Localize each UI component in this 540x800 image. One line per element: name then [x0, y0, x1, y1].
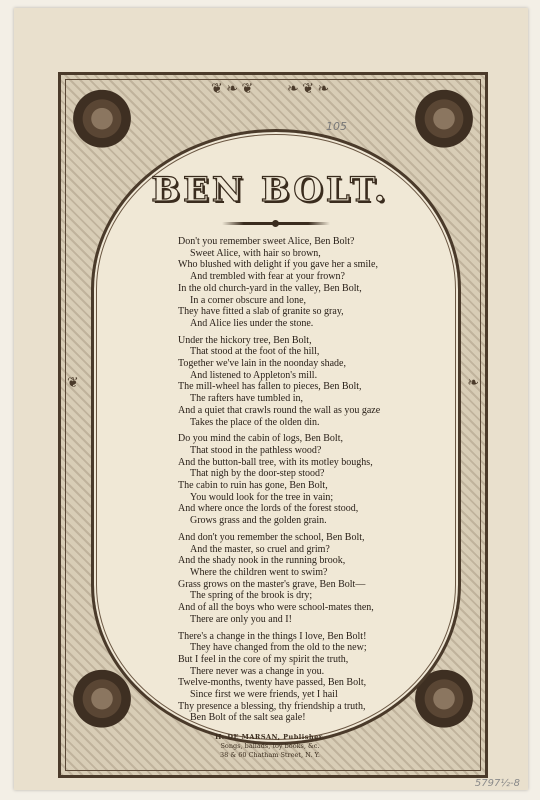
poem-line: There's a change in the things I love, Ben Bolt! [178, 630, 367, 642]
poem-text [178, 236, 418, 729]
poem-line: And don't you remember the school, Ben Bolt, [178, 531, 365, 543]
publisher-imprint [0, 733, 540, 760]
poem-line: In the old church-yard in the valley, Ben Bolt, [178, 282, 362, 294]
poem-line: And the shady nook in the running brook, [178, 555, 346, 567]
poem-line: But I feel in the core of my spirit the truth, [178, 653, 349, 665]
poem-line: That stood in the pathless wood? [190, 444, 322, 456]
poem-line: Grows grass and the golden grain. [190, 515, 327, 527]
handwritten-note: 105 [326, 120, 347, 133]
poem-line: Since first we were friends, yet I hail [190, 689, 338, 701]
poem-line: Together we've lain in the noonday shade, [178, 358, 346, 370]
portrait-vignette-top-left [71, 89, 133, 155]
stanza [178, 532, 418, 626]
poem-line: Sweet Alice, with hair so brown, [190, 247, 321, 259]
stanza [178, 433, 418, 527]
poem-line: And the master, so cruel and grim? [190, 543, 330, 555]
poem-line: Grass grows on the master's grave, Ben Bolt— [178, 578, 366, 590]
poem-line: That nigh by the door-step stood? [190, 468, 325, 480]
vine-ornament-icon: ❦ [67, 376, 79, 391]
poem-line: And a quiet that crawls round the wall as you gaze [178, 404, 381, 416]
poem-line: Do you mind the cabin of logs, Ben Bolt, [178, 433, 343, 445]
vine-ornament-icon: ❦ ❧ ❦ [211, 82, 254, 97]
poem-line: Where the children went to swim? [190, 566, 328, 578]
poem-line: And listened to Appleton's mill. [190, 369, 318, 381]
poem-line: There are only you and I! [190, 613, 292, 625]
call-number: 5797½-8 [474, 778, 520, 789]
stanza [178, 236, 418, 330]
stanza [178, 631, 418, 725]
poem-line: Thy presence a blessing, thy friendship a truth, [178, 700, 366, 712]
poem-line: Takes the place of the olden din. [190, 416, 320, 428]
poem-line: Under the hickory tree, Ben Bolt, [178, 334, 312, 346]
poem-line: Twelve-months, twenty have passed, Ben Bolt, [178, 677, 367, 689]
poem-line: That stood at the foot of the hill, [190, 346, 320, 358]
title-rule [222, 222, 330, 225]
poem-line: And trembled with fear at your frown? [190, 271, 345, 283]
poem-line: They have fitted a slab of granite so gray, [178, 306, 344, 318]
publisher-stock: Songs, ballads, toy books, &c. [220, 742, 320, 750]
poem-line: The mill-wheel has fallen to pieces, Ben Bolt, [178, 381, 362, 393]
vine-ornament-icon: ❧ ❦ ❧ [287, 82, 330, 97]
poem-line: You would look for the tree in vain; [190, 491, 334, 503]
poem-line: The rafters have tumbled in, [190, 393, 304, 405]
poem-line: And of all the boys who were school-mates then, [178, 602, 374, 614]
song-title: BEN BOLT. [151, 170, 389, 210]
poem-line: Ben Bolt of the salt sea gale! [190, 712, 306, 724]
poem-line: And the button-ball tree, with its motley boughs, [178, 456, 373, 468]
poem-line: The spring of the brook is dry; [190, 590, 313, 602]
poem-line: In a corner obscure and lone, [190, 294, 307, 306]
portrait-vignette-top-right [413, 89, 475, 155]
publisher-address: 38 & 60 Chatham Street, N. Y. [220, 751, 320, 759]
portrait-vignette-bottom-left [71, 669, 133, 735]
vine-ornament-icon: ❧ [467, 376, 479, 391]
poem-line: And where once the lords of the forest stood, [178, 503, 359, 515]
stanza [178, 335, 418, 429]
poem-line: They have changed from the old to the new; [190, 642, 367, 654]
publisher-name: H. DE MARSAN, Publisher. [215, 733, 325, 741]
poem-line: There never was a change in you. [190, 665, 325, 677]
poem-line: The cabin to ruin has gone, Ben Bolt, [178, 480, 328, 492]
poem-line: Who blushed with delight if you gave her a smile, [178, 259, 378, 271]
poem-line: And Alice lies under the stone. [190, 317, 314, 329]
poem-line: Don't you remember sweet Alice, Ben Bolt? [178, 236, 355, 247]
